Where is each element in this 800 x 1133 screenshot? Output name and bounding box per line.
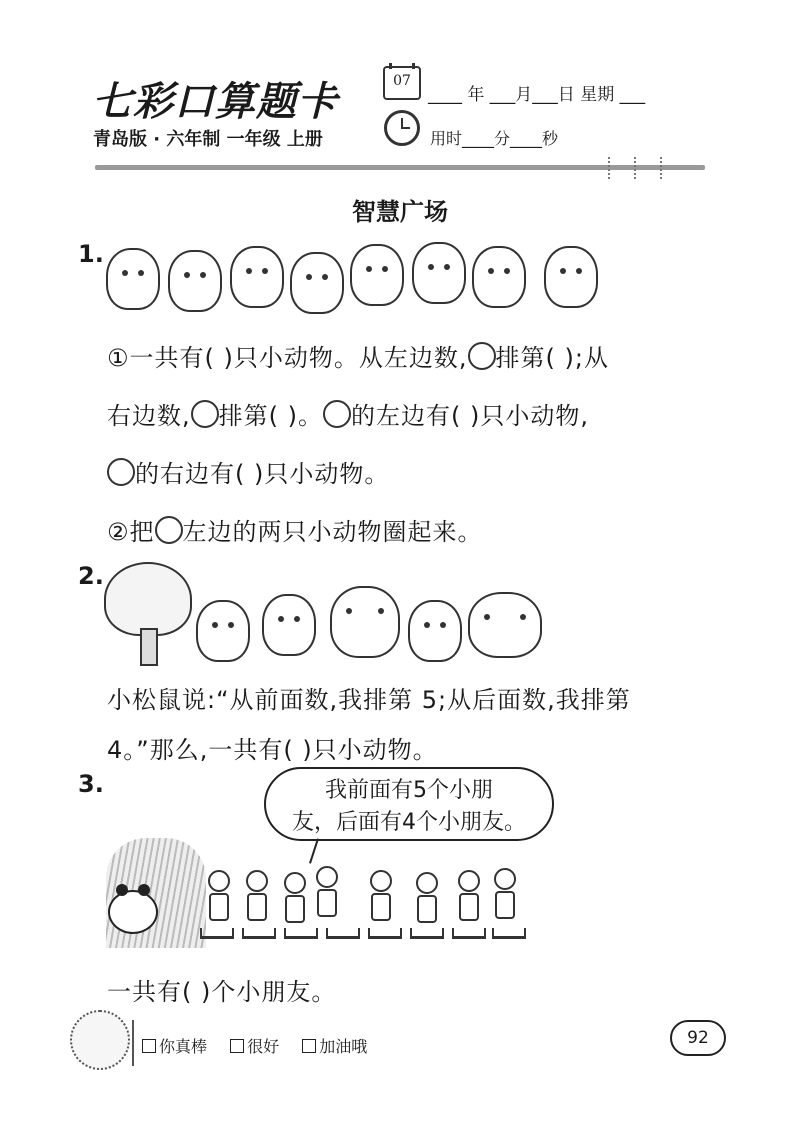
chair-icon (284, 928, 318, 939)
child-icon (368, 870, 394, 921)
dog-icon (168, 250, 222, 312)
q1-line-3: 的右边有( )只小动物。 (107, 454, 389, 489)
footer-divider (132, 1020, 134, 1066)
ox-icon (323, 400, 351, 428)
q1-animal-row (100, 236, 620, 316)
self-rating (142, 1034, 385, 1057)
squirrel-icon (262, 594, 316, 656)
divider-knot-icon (660, 157, 665, 179)
q3-answer-line: 一共有( )个小朋友。 (107, 978, 337, 1006)
chair-icon (410, 928, 444, 939)
child-icon (414, 872, 440, 923)
child-icon (492, 868, 518, 919)
calendar-icon (383, 66, 421, 100)
q2-line-1: 小松鼠说:“从前面数,我排第 5;从后面数,我排第 (107, 686, 631, 714)
rooster-icon (412, 242, 466, 304)
child-icon (244, 870, 270, 921)
chair-icon (200, 928, 234, 939)
chair-icon (492, 928, 526, 939)
mascot-icon (70, 1010, 130, 1070)
chair-icon (242, 928, 276, 939)
tiger-icon (230, 246, 284, 308)
tiger-icon (107, 458, 135, 486)
date-fields[interactable]: ____ 年 ___月___日 星期 ___ (428, 85, 646, 105)
question-1-number: 1. (78, 240, 104, 268)
rating-option-great[interactable]: 你真棒 (142, 1037, 207, 1056)
chair-icon (452, 928, 486, 939)
sheep-icon (290, 252, 344, 314)
checkbox-icon[interactable] (302, 1039, 316, 1053)
edition-label: 青岛版 · 六年制 一年级 上册 (93, 129, 323, 150)
child-icon (206, 870, 232, 921)
child-icon (314, 866, 340, 917)
calendar-day: 07 (393, 73, 411, 89)
header-divider (95, 165, 705, 170)
question-3-number: 3. (78, 770, 104, 798)
q2-line-2: 4。”那么,一共有( )只小动物。 (107, 736, 438, 764)
tiger-icon (155, 516, 183, 544)
panda-icon (108, 890, 158, 934)
rating-option-keep-going[interactable]: 加油哦 (302, 1037, 367, 1056)
elephant-icon (330, 586, 400, 658)
speech-bubble (264, 767, 554, 841)
rating-option-good[interactable]: 很好 (230, 1037, 279, 1056)
time-used-field[interactable]: 用时____分____秒 (430, 129, 559, 148)
monkey-icon (544, 246, 598, 308)
child-icon (456, 870, 482, 921)
tree-icon (104, 562, 188, 662)
clock-icon (384, 110, 420, 146)
question-2-number: 2. (78, 562, 104, 590)
mouse-icon (472, 246, 526, 308)
checkbox-icon[interactable] (230, 1039, 244, 1053)
speech-line-1: 我前面有5个小朋 (325, 778, 493, 803)
divider-knot-icon (608, 157, 613, 179)
rabbit-icon (106, 248, 160, 310)
tiger-icon (468, 342, 496, 370)
dog-icon (196, 600, 250, 662)
chair-icon (326, 928, 360, 939)
q1-line-4: ②把 左边的两只小动物圈起来。 (107, 518, 483, 546)
q1-line-2: 右边数, 排第( )。 的左边有( )只小动物, (107, 402, 589, 430)
section-title: 智慧广场 (352, 198, 448, 226)
brand-logo: 七彩口算题卡 (92, 78, 338, 125)
ox-icon (191, 400, 219, 428)
q2-animal-row (104, 560, 554, 666)
chair-icon (368, 928, 402, 939)
checkbox-icon[interactable] (142, 1039, 156, 1053)
speech-bubble-tail (309, 838, 319, 863)
children-row (196, 866, 526, 946)
q1-line-1: ①一共有( )只小动物。从左边数, 排第( );从 (107, 344, 609, 372)
divider-knot-icon (634, 157, 639, 179)
rabbit-icon (408, 600, 462, 662)
ox-icon (350, 244, 404, 306)
page-number: 92 (670, 1020, 726, 1056)
child-icon (282, 872, 308, 923)
speech-line-2: 友，后面有4个小朋友。 (292, 810, 526, 835)
rooster-icon (468, 592, 542, 658)
